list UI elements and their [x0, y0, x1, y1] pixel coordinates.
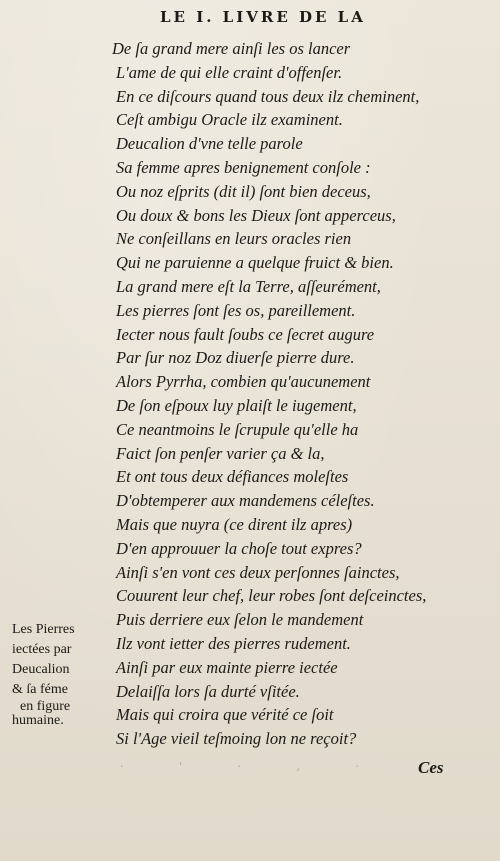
marginal-note-line: Deucalion	[12, 662, 70, 677]
marginal-note-line: iectées par	[12, 642, 72, 657]
verse-line: De ſa grand mere ainſi les os lancer	[112, 39, 351, 58]
verse-line: Ainſi par eux mainte pierre iectée	[116, 657, 338, 677]
verse-line: En ce diſcours quand tous deux ilz cheminent,	[116, 86, 420, 106]
verse-line: Ceſt ambigu Oracle ilz examinent.	[116, 110, 343, 130]
verse-line: Ilz vont ietter des pierres rudement.	[116, 633, 351, 653]
verse-line: D'obtemperer aux mandemens céleſtes.	[116, 491, 375, 511]
verse-line: Qui ne paruienne a quelque fruict & bien.	[116, 253, 394, 273]
marginal-note-line: & ſa féme	[12, 682, 68, 697]
marginal-note-line: Les Pierres	[12, 622, 75, 637]
verse-line: Deucalion d'vne telle parole	[116, 134, 303, 154]
verse-line: Si l'Age vieil teſmoing lon ne reçoit?	[116, 729, 357, 749]
verse-line: Ou doux & bons les Dieux ſont apperceus,	[116, 205, 396, 225]
verse-line: Iecter nous fault ſoubs ce ſecret augure	[116, 324, 375, 344]
paper-specks-decoration: · ' · , ·	[120, 760, 385, 773]
verse-line: Les pierres ſont ſes os, pareillement.	[116, 300, 356, 320]
verse-line: Puis derriere eux ſelon le mandement	[116, 610, 364, 630]
verse-line: Par ſur noz Doz diuerſe pierre dure.	[116, 348, 355, 368]
verse-line: Ne conſeillans en leurs oracles rien	[116, 229, 352, 249]
verse-line: Faict ſon penſer varier ça & la,	[116, 443, 325, 463]
verse-line: Ou noz eſprits (dit il) ſont bien deceus,	[116, 181, 371, 201]
verse-line: Mais qui croira que vérité ce ſoit	[116, 705, 334, 725]
verse-line: Alors Pyrrha, combien qu'aucunement	[116, 372, 371, 392]
catchword: Ces	[418, 758, 444, 777]
marginal-note-line: en figure	[20, 699, 71, 714]
verse-line: Couurent leur chef, leur robes ſont deſceinctes,	[116, 586, 427, 606]
verse-block	[112, 37, 490, 751]
running-head: LE I. LIVRE DE LA	[160, 8, 366, 26]
verse-line: Ce neantmoins le ſcrupule qu'elle ha	[116, 419, 359, 439]
verse-line: Mais que nuyra (ce dirent ilz apres)	[116, 514, 353, 534]
marginal-note-line: humaine.	[12, 713, 64, 728]
verse-line: Ainſi s'en vont ces deux perſonnes ſainctes,	[116, 562, 400, 582]
verse-line: Delaiſſa lors ſa durté vſitée.	[116, 681, 300, 701]
verse-line: Et ont tous deux défiances moleſtes	[116, 467, 349, 487]
marginal-note	[12, 620, 112, 728]
verse-line: Sa femme apres benignement conſole :	[116, 157, 371, 177]
verse-line: L'ame de qui elle craint d'offenſer.	[116, 62, 343, 82]
verse-line: La grand mere eſt la Terre, aſſeurément,	[116, 276, 381, 296]
verse-line: De ſon eſpoux luy plaiſt le iugement,	[116, 395, 357, 415]
verse-line: D'en approuuer la choſe tout expres?	[116, 538, 362, 558]
